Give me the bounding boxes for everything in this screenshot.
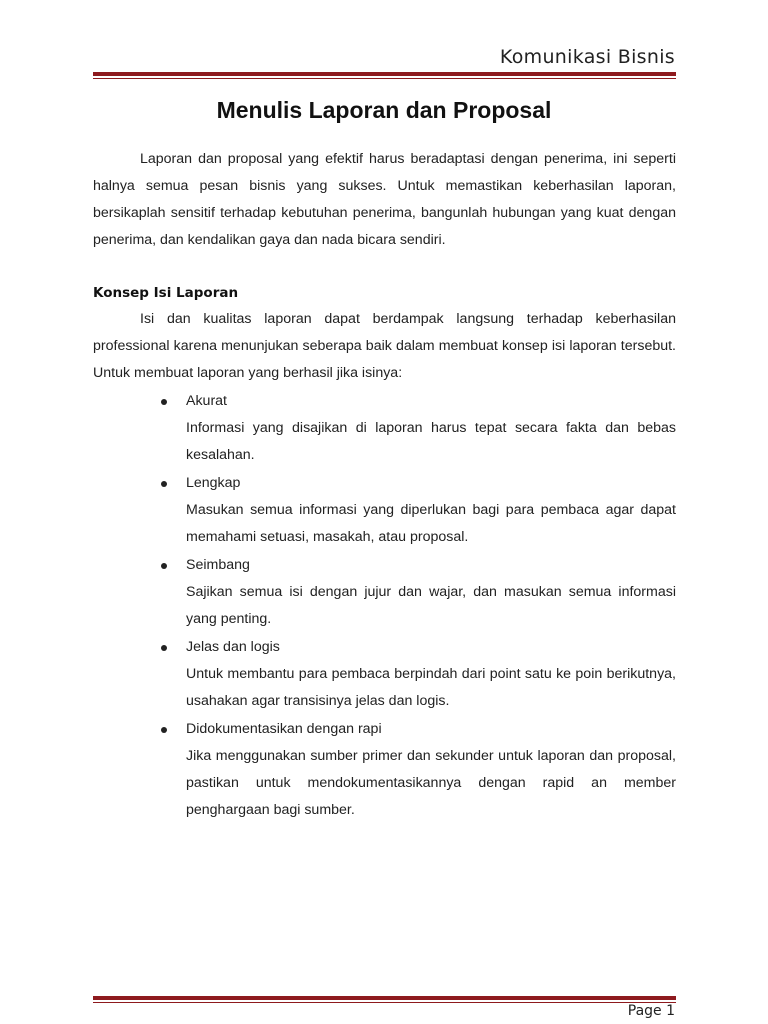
list-item-description: Untuk membantu para pembaca berpindah dari point satu ke poin berikutnya, usahakan agar transisinya jelas dan logis. [186,666,676,709]
list-item-jelas-dan-logis [93,634,676,715]
list-item-akurat [93,388,676,469]
bullet-icon [161,645,167,651]
footer-rule [93,996,676,1003]
bullet-icon [161,563,167,569]
document-title: Menulis Laporan dan Proposal [216,97,552,123]
bullet-icon [161,481,167,487]
running-header-title: Komunikasi Bisnis [499,46,675,68]
list-item-description: Sajikan semua isi dengan jujur dan wajar, dan masukan semua informasi yang penting. [186,584,676,627]
intro-paragraph: Laporan dan proposal yang efektif harus beradaptasi dengan penerima, ini seperti halnya semua pesan bisnis yang sukses. Untuk memastikan keberhasilan laporan, bersikaplah sensitif terhadap kebutuhan penerima, bangunlah hubungan yang kuat dengan penerima, dan kendalikan gaya dan nada bicara sendiri. [93,151,676,248]
list-item-title: Lengkap [186,475,241,491]
list-item-title: Didokumentasikan dengan rapi [186,721,382,737]
bullet-icon [161,399,167,405]
criteria-list [93,388,676,825]
list-item-description: Masukan semua informasi yang diperlukan bagi para pembaca agar dapat memahami setuasi, masakah, atau proposal. [186,502,676,545]
list-item-title: Akurat [186,393,228,409]
bullet-icon [161,727,167,733]
section-heading: Konsep Isi Laporan [93,285,239,301]
list-item-title: Seimbang [186,557,250,573]
footer-rule-thin [93,1002,676,1003]
list-item-description: Informasi yang disajikan di laporan harus tepat secara fakta dan bebas kesalahan. [186,420,676,463]
list-item-didokumentasikan [93,716,676,824]
list-item-lengkap [93,470,676,551]
header-rule-thin [93,78,676,79]
section-paragraph: Isi dan kualitas laporan dapat berdampak langsung terhadap keberhasilan professional karena menunjukan seberapa baik dalam membuat konsep isi laporan tersebut. Untuk membuat laporan yang berhasil jika isinya: [93,311,676,381]
header-rule [93,72,676,79]
page-number: Page 1 [627,1003,675,1019]
list-item-seimbang [93,552,676,633]
list-item-title: Jelas dan logis [186,639,280,655]
list-item-description: Jika menggunakan sumber primer dan sekunder untuk laporan dan proposal, pastikan untuk mendokumentasikannya dengan rapid an member penghargaan bagi sumber. [186,748,676,818]
